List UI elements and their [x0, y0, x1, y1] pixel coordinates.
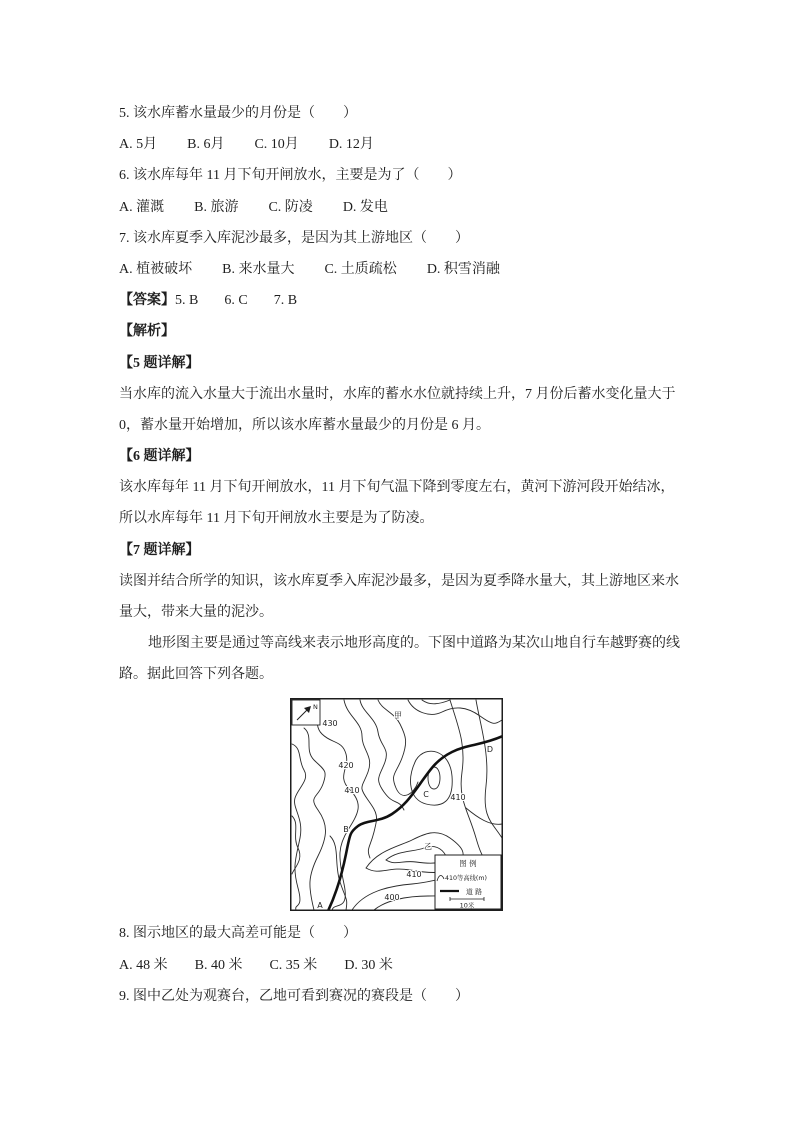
point-label-a: A	[317, 901, 323, 910]
point-label-d: D	[486, 745, 494, 754]
answer-item: 6. C	[224, 293, 248, 309]
q5-option-c: C. 10月	[254, 137, 299, 153]
detail7-text-line: 量大，带来大量的泥沙。	[119, 605, 273, 620]
contour-map-svg	[290, 698, 503, 911]
detail6-label: 【6 题详解】	[119, 449, 200, 465]
contour-label-430: 430	[322, 719, 338, 728]
place-label-yi: 乙	[424, 842, 432, 851]
q5-option-a: A. 5月	[119, 137, 158, 153]
legend-contour-label: 410等高线(m)	[445, 875, 487, 882]
place-label-jia: 甲	[394, 711, 402, 720]
legend-title: 图 例	[459, 859, 477, 868]
q5-options	[119, 129, 689, 160]
q5-stem: 5. 该水库蓄水量最少的月份是（ ）	[119, 106, 357, 121]
answer-line	[119, 285, 689, 316]
q6-option-d: D. 发电	[342, 199, 388, 215]
point-label-c: C	[423, 790, 429, 799]
detail7-label: 【7 题详解】	[119, 542, 200, 558]
contour-label-410: 410	[406, 870, 422, 879]
detail7-text-line: 读图并结合所学的知识，该水库夏季入库泥沙最多，是因为夏季降水量大，其上游地区来水	[119, 573, 679, 589]
q9-stem: 9. 图中乙处为观赛台，乙地可看到赛况的赛段是（ ）	[119, 988, 469, 1004]
q6-stem: 6. 该水库每年 11 月下旬开闸放水，主要是为了（ ）	[119, 168, 462, 184]
intro-text-line: 地形图主要是通过等高线来表示地形高度的。下图中道路为某次山地自行车越野赛的线	[148, 636, 680, 652]
detail5-text-line: 当水库的流入水量大于流出水量时，水库的蓄水水位就持续上升，7 月份后蓄水变化量大于	[119, 386, 676, 402]
q6-option-c: C. 防凌	[268, 199, 313, 215]
q7-option-a: A. 植被破坏	[119, 261, 193, 277]
analysis-label: 【解析】	[119, 324, 175, 340]
map-legend	[435, 855, 501, 910]
upper-text-block	[119, 98, 689, 691]
q8-option-b: B. 40 米	[194, 957, 243, 973]
q8-stem: 8. 图示地区的最大高差可能是（ ）	[119, 926, 357, 942]
q7-stem: 7. 该水库夏季入库泥沙最多，是因为其上游地区（ ）	[119, 230, 469, 246]
north-arrow-icon	[292, 700, 320, 725]
answer-label: 【答案】	[119, 293, 175, 309]
answer-item: 5. B	[175, 293, 199, 309]
detail6-text-line: 该水库每年 11 月下旬开闸放水，11 月下旬气温下降到零度左右，黄河下游河段开始结冰，	[119, 480, 675, 496]
q6-options	[119, 192, 689, 223]
q8-option-d: D. 30 米	[344, 957, 393, 973]
point-label-b: B	[343, 825, 349, 834]
q7-option-b: B. 来水量大	[222, 261, 295, 277]
detail6-text-line: 所以水库每年 11 月下旬开闸放水主要是为了防凌。	[119, 511, 434, 527]
legend-road-label: 道 路	[465, 888, 483, 896]
q6-option-a: A. 灌溉	[119, 199, 165, 215]
scale-label: 10米	[459, 901, 475, 910]
contour-label-410: 410	[450, 793, 466, 802]
lower-text-block	[119, 918, 689, 1012]
q6-option-b: B. 旅游	[194, 199, 239, 215]
q5-option-b: B. 6月	[187, 137, 225, 153]
contour-label-420: 420	[338, 761, 354, 770]
q7-options	[119, 254, 689, 285]
detail5-label: 【5 题详解】	[119, 355, 200, 371]
contour-map-figure	[290, 698, 503, 911]
q5-option-d: D. 12月	[328, 137, 374, 153]
contour-label-400: 400	[384, 893, 400, 902]
answer-item: 7. B	[273, 293, 298, 309]
q7-option-c: C. 土质疏松	[324, 261, 397, 277]
north-label: N	[313, 703, 318, 711]
contour-label-410: 410	[344, 786, 360, 795]
detail5-text-line: 0，蓄水量开始增加，所以该水库蓄水量最少的月份是 6 月。	[119, 417, 490, 433]
q8-option-c: C. 35 米	[269, 957, 318, 973]
q8-options	[119, 950, 689, 981]
intro-text-line: 路。据此回答下列各题。	[119, 667, 273, 683]
q8-option-a: A. 48 米	[119, 957, 168, 973]
q7-option-d: D. 积雪消融	[426, 261, 500, 277]
